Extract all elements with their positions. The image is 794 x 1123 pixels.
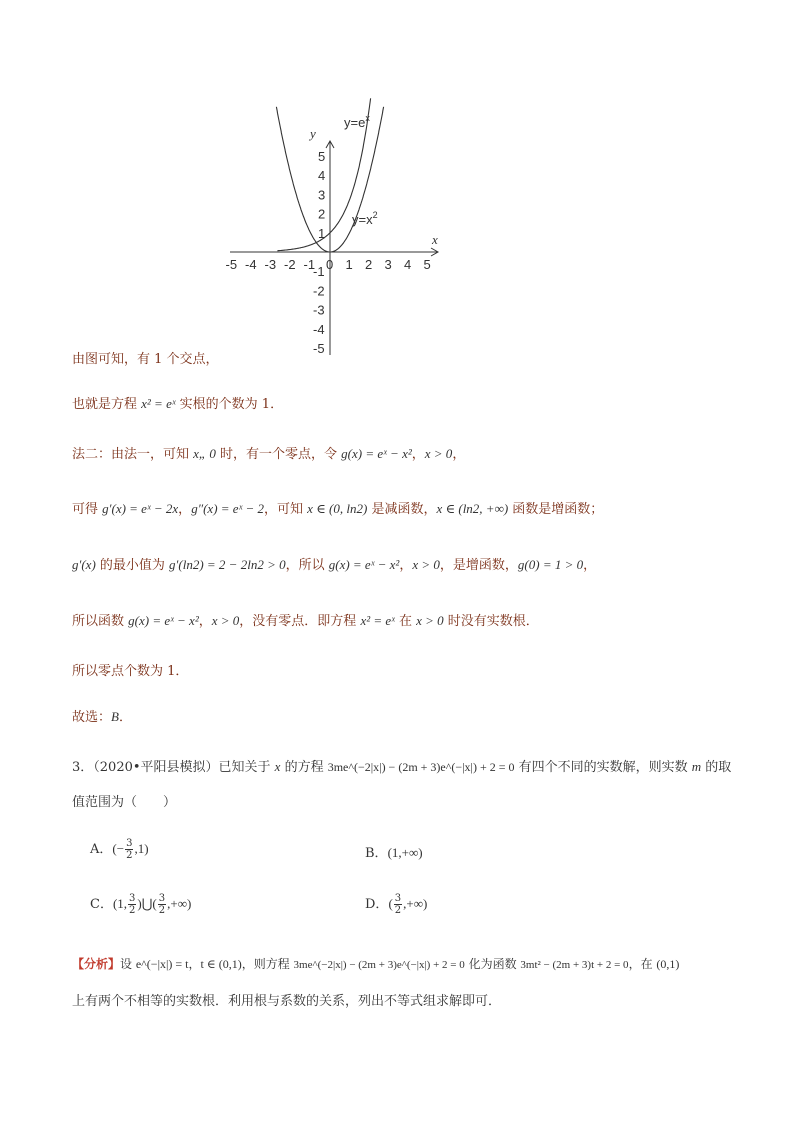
option-c-mid: )⋃(: [137, 896, 157, 911]
l5-text-c: ，: [399, 558, 413, 573]
l5-text-a: 的最小值为: [95, 558, 170, 573]
y-tick-label: -2: [313, 283, 325, 299]
l3-math-1: x„ 0: [193, 446, 216, 461]
option-c-fraction-1: [128, 893, 136, 916]
x-tick-label: -1: [303, 257, 316, 272]
y-tick-label: -5: [313, 341, 325, 356]
question-line-2: 值范围为（ ）: [72, 795, 177, 810]
y-tick-label: 2: [318, 206, 326, 222]
option-c-den-1: 2: [129, 905, 136, 916]
q-math-3: m: [691, 759, 702, 774]
x-axis-label: x: [432, 232, 438, 247]
l4-math-3: x ∈ (0, ln2): [307, 501, 368, 516]
x-tick-labels: [226, 257, 431, 272]
y-tick-label: 5: [318, 149, 326, 164]
option-b-value: (1,+∞): [387, 845, 423, 860]
l8-math: B: [111, 709, 119, 724]
analysis-line-2: 上有两个不相等的实数根．利用根与系数的关系，列出不等式组求解即可．: [72, 994, 502, 1009]
x-tick-label: -5: [225, 257, 238, 272]
y-tick-label: -4: [313, 321, 325, 337]
option-d-num: 3: [394, 893, 402, 904]
option-d-label: D．: [365, 897, 389, 912]
y-tick-label: -3: [313, 302, 325, 318]
option-a-num: 3: [126, 838, 133, 849]
option-b-label: B．: [365, 846, 388, 861]
text-line-7: 所以零点个数为 1．: [72, 664, 189, 679]
y-axis-label: y: [310, 126, 316, 141]
l3-math-3: x > 0: [424, 446, 453, 461]
square-curve-label: $y=x^2$: [352, 210, 378, 227]
option-d-post: ,+∞): [403, 896, 428, 911]
l4-math-1: g′(x) = eˣ − 2x: [102, 501, 179, 516]
function-graph: [0, 0, 794, 380]
text-line-8: [72, 706, 132, 725]
l5-math-5: g(0) = 1 > 0: [517, 557, 584, 572]
y-tick-label: 3: [318, 187, 326, 203]
option-a-label: A．: [90, 842, 113, 857]
text-line-3: [72, 443, 465, 462]
text-line-1: 由图可知，有 1 个交点，: [72, 352, 219, 367]
option-c-post: ,+∞): [167, 896, 192, 911]
x-tick-label: -2: [284, 257, 296, 272]
q-text-a: 3．（2020•平阳县模拟）已知关于: [72, 760, 275, 775]
x-tick-label: -3: [264, 257, 277, 272]
option-d[interactable]: [365, 893, 427, 916]
l4-text-b: ，: [178, 502, 192, 517]
l2-text-b: 实根的个数为 1．: [175, 397, 284, 412]
q-text-c: 有四个不同的实数解，则实数: [514, 760, 692, 775]
x-tick-label: 4: [404, 257, 412, 272]
l3-text-b: 时，有一个零点，令: [215, 447, 342, 462]
question-line-1: [72, 756, 731, 775]
an-text-b: ，: [188, 957, 201, 971]
option-c-fraction-2: [158, 893, 166, 916]
x-tick-label: 5: [423, 257, 431, 272]
l3-text-a: 法二：由法一，可知: [72, 447, 194, 462]
text-line-6: [72, 610, 539, 629]
q-text-d: 的取: [701, 760, 732, 775]
l2-math: x² = eˣ: [141, 396, 176, 411]
l6-math-1: g(x) = eˣ − x²: [128, 613, 199, 628]
an-math-5: (0,1): [656, 957, 680, 971]
option-d-pre: (: [388, 896, 393, 911]
text-line-5: [72, 554, 596, 573]
x-tick-label: 0: [326, 257, 334, 272]
l4-text-c: ，可知: [264, 502, 308, 517]
an-math-1: e^(−|x|) = t: [135, 957, 189, 971]
option-d-den: 2: [394, 905, 402, 916]
option-a-fraction: [125, 838, 133, 861]
an-text-e: ，在: [628, 957, 657, 971]
l5-math-3: g(x) = eˣ − x²: [328, 557, 400, 572]
exp-curve-label: $y=e^x$: [344, 113, 370, 130]
l5-text-d: ，是增函数，: [439, 558, 518, 573]
text-line-4: [72, 498, 603, 517]
q-math-1: x: [274, 759, 281, 774]
an-text-a: 设: [120, 957, 136, 971]
option-c[interactable]: [90, 893, 191, 916]
l6-text-c: ，没有零点．即方程: [239, 614, 361, 629]
an-text-c: ，则方程: [241, 957, 294, 971]
l5-math-2: g′(ln2) = 2 − 2ln2 > 0: [169, 557, 286, 572]
l6-text-d: 在: [394, 614, 417, 629]
l5-math-4: x > 0: [412, 557, 440, 572]
l3-math-2: g(x) = eˣ − x²: [341, 446, 412, 461]
l4-text-d: 是减函数，: [367, 502, 437, 517]
l8-text-a: 故选：: [72, 710, 112, 725]
y-tick-label: 4: [318, 168, 326, 184]
l5-math-1: g′(x): [72, 557, 96, 572]
l4-math-4: x ∈ (ln2, +∞): [436, 501, 509, 516]
l6-text-e: 时没有实数根．: [443, 614, 539, 629]
text-line-2: [72, 393, 283, 412]
l4-text-a: 可得: [72, 502, 103, 517]
l6-math-3: x² = eˣ: [360, 613, 395, 628]
l6-math-4: x > 0: [416, 613, 444, 628]
option-a-pre: (−: [112, 841, 125, 856]
q-equation: 3me^(−2|x|) − (2m + 3)e^(−|x|) + 2 = 0: [327, 760, 515, 774]
l5-text-e: ，: [583, 558, 597, 573]
l6-text-b: ，: [198, 614, 212, 629]
l6-text-a: 所以函数: [72, 614, 129, 629]
x-tick-label: 2: [365, 257, 373, 272]
option-c-num-1: 3: [129, 893, 136, 904]
option-d-fraction: [394, 893, 402, 916]
option-a-den: 2: [126, 850, 133, 861]
option-c-label: C．: [90, 897, 113, 912]
l4-math-2: g″(x) = eˣ − 2: [191, 501, 265, 516]
y-tick-label: 1: [318, 225, 326, 241]
an-math-2: t ∈ (0,1): [200, 957, 242, 971]
an-text-d: 化为函数: [464, 957, 521, 971]
x-tick-label: 3: [384, 257, 392, 272]
x-tick-label: -4: [245, 257, 257, 272]
l5-text-b: ，所以: [285, 558, 329, 573]
l6-math-2: x > 0: [211, 613, 240, 628]
l4-text-e: 函数是增函数；: [508, 502, 604, 517]
option-c-num-2: 3: [158, 893, 166, 904]
analysis-tag: 【分析】: [72, 957, 121, 971]
x-tick-label: 1: [345, 257, 353, 272]
l3-text-d: ，: [452, 447, 466, 462]
y-tick-label: -1: [313, 264, 325, 280]
l3-text-c: ，: [411, 447, 425, 462]
l8-text-b: ．: [118, 710, 132, 725]
an-math-3: 3me^(−2|x|) − (2m + 3)e^(−|x|) + 2 = 0: [293, 959, 465, 971]
option-a[interactable]: [90, 838, 149, 861]
option-c-pre: (1,: [112, 896, 128, 911]
analysis-line-1: [72, 955, 679, 972]
option-c-den-2: 2: [158, 905, 166, 916]
q-text-b: 的方程: [280, 760, 328, 775]
an-math-4: 3mt² − (2m + 3)t + 2 = 0: [520, 959, 629, 971]
l2-text-a: 也就是方程: [72, 397, 142, 412]
option-a-post: ,1): [134, 841, 149, 856]
option-b[interactable]: [365, 842, 423, 861]
